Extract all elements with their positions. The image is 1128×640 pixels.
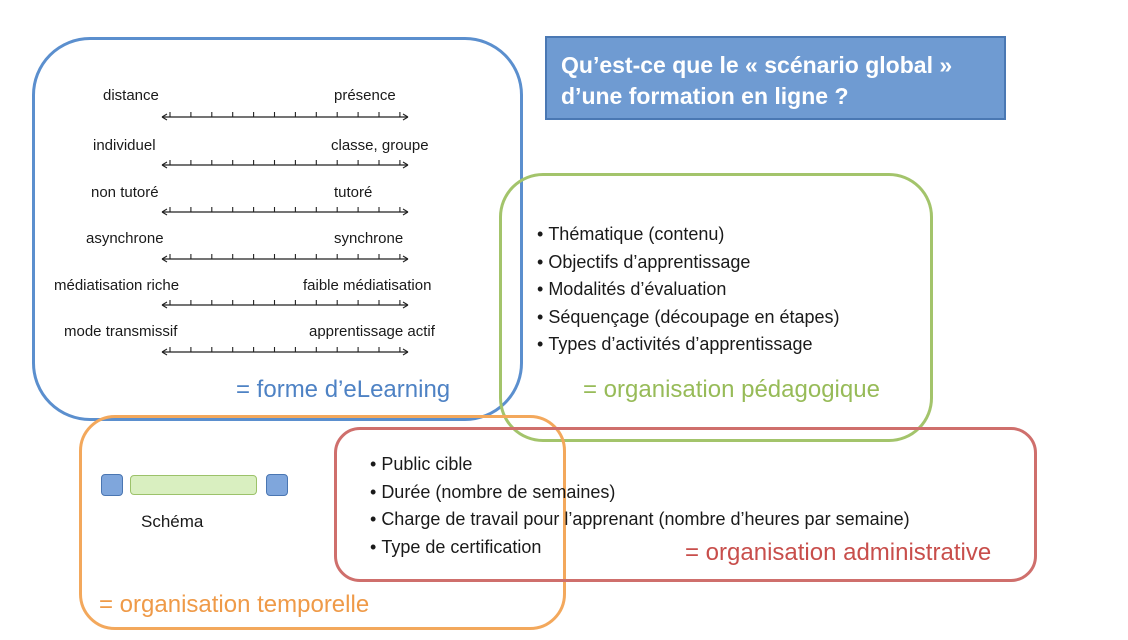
list-item: • Thématique (contenu) (537, 221, 840, 249)
scale-right-label: présence (334, 87, 396, 104)
list-item: • Séquençage (découpage en étapes) (537, 304, 840, 332)
scale-right-label: classe, groupe (331, 137, 429, 154)
scale-left-label: asynchrone (86, 230, 164, 247)
scale-right-label: tutoré (334, 184, 373, 201)
temporal-caption: = organisation temporelle (99, 591, 370, 618)
list-item: • Charge de travail pour l’apprenant (nombre d’heures par semaine) (370, 506, 910, 534)
title-box (545, 36, 1006, 120)
scale-left-label: individuel (93, 137, 156, 154)
scale-axis (160, 110, 410, 124)
list-item: • Type de certification (370, 534, 910, 562)
schema-bar (130, 475, 257, 495)
scale-left-label: mode transmissif (64, 323, 178, 340)
scale-axis (160, 345, 410, 359)
pedagogy-list (537, 221, 840, 359)
scale-right-label: faible médiatisation (303, 277, 432, 294)
list-item: • Types d’activités d’apprentissage (537, 331, 840, 359)
scale-axis (160, 205, 410, 219)
scale-axis (160, 252, 410, 266)
scale-left-label: distance (103, 87, 159, 104)
schema-end-block (266, 474, 288, 496)
administrative-caption: = organisation administrative (685, 539, 992, 566)
scale-left-label: non tutoré (91, 184, 159, 201)
list-item: • Objectifs d’apprentissage (537, 249, 840, 277)
schema-label: Schéma (141, 512, 204, 531)
elearning-caption: = forme d’eLearning (236, 376, 451, 403)
title-line-2: d’une formation en ligne ? (561, 83, 849, 109)
list-item: • Durée (nombre de semaines) (370, 479, 910, 507)
scale-left-label: médiatisation riche (54, 277, 180, 294)
list-item: • Modalités d’évaluation (537, 276, 840, 304)
scale-axis (160, 158, 410, 172)
schema-start-block (101, 474, 123, 496)
scale-right-label: synchrone (334, 230, 404, 247)
scale-right-label: apprentissage actif (309, 323, 435, 340)
pedagogy-caption: = organisation pédagogique (583, 376, 880, 403)
scale-axis (160, 298, 410, 312)
title-line-1: Qu’est-ce que le « scénario global » (561, 52, 953, 78)
list-item: • Public cible (370, 451, 910, 479)
